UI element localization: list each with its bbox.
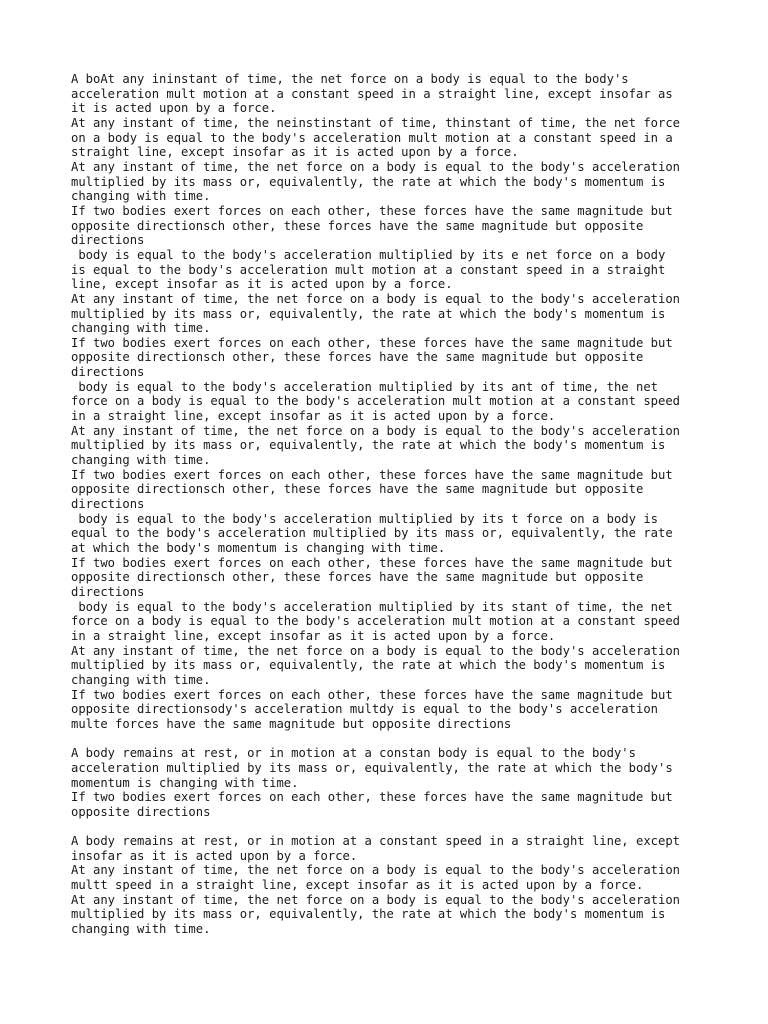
text-line: If two bodies exert forces on each other, these forces have the same magnitude but [71, 335, 673, 350]
text-line: At any instant of time, the net force on a body is equal to the body's acceleration [71, 892, 681, 907]
text-line: multiplied by its mass or, equivalently, the rate at which the body's momentum is [71, 658, 666, 673]
text-line: at which the body's momentum is changing with time. [71, 541, 446, 555]
text-line: straight line, except insofar as it is acted upon by a force. [71, 145, 519, 160]
text-line: directions [71, 497, 145, 512]
text-line: At any instant of time, the net force on a body is equal to the body's acceleration [71, 643, 681, 658]
text-line: in a straight line, except insofar as it is acted upon by a force. [71, 628, 556, 643]
text-line: force on a body is equal to the body's acceleration mult motion at a constant speed [71, 614, 681, 629]
text-line: line, except insofar as it is acted upon by a force. [71, 277, 453, 292]
text-line: changing with time. [71, 922, 211, 937]
text-line: on a body is equal to the body's acceleration mult motion at a constant speed in a [71, 130, 673, 145]
text-line: If two bodies exert forces on each other, these forces have the same magnitude but [71, 790, 673, 805]
text-line: If two bodies exert forces on each other, these forces have the same magnitude but [71, 467, 673, 482]
text-line: acceleration mult motion at a constant speed in a straight line, except insofar as [71, 86, 673, 101]
text-line: At any instant of time, the net force on a body is equal to the body's acceleration [71, 423, 681, 438]
text-line: body is equal to the body's acceleration multiplied by its stant of time, the net [71, 599, 673, 614]
text-line: multiplied by its mass or, equivalently, the rate at which the body's momentum is [71, 438, 666, 453]
text-line: momentum is changing with time. [71, 775, 299, 790]
text-line: is equal to the body's acceleration mult motion at a constant speed in a straight [71, 262, 666, 277]
text-line: body is equal to the body's acceleration multiplied by its t force on a body is [71, 511, 658, 526]
text-line: multt speed in a straight line, except insofar as it is acted upon by a force. [71, 878, 644, 893]
text-line: insofar as it is acted upon by a force. [71, 848, 358, 863]
text-line: opposite directionsch other, these forces have the same magnitude but opposite [71, 218, 644, 233]
text-line: At any instant of time, the neinstinstant of time, thinstant of time, the net force [71, 115, 681, 130]
text-line: multe forces have the same magnitude but opposite directions [71, 716, 512, 731]
text-line: equal to the body's acceleration multiplied by its mass or, equivalently, the rate [71, 526, 673, 541]
text-line: directions [71, 365, 145, 380]
text-line: opposite directionsch other, these forces have the same magnitude but opposite [71, 570, 644, 585]
text-line: A body remains at rest, or in motion at a constant speed in a straight line, except [71, 834, 681, 849]
text-line: acceleration multiplied by its mass or, equivalently, the rate at which the body's [71, 760, 673, 775]
text-line: body is equal to the body's acceleration multiplied by its e net force on a body [71, 247, 666, 262]
text-line: multiplied by its mass or, equivalently, the rate at which the body's momentum is [71, 907, 666, 922]
text-line: opposite directionsch other, these forces have the same magnitude but opposite [71, 482, 644, 497]
text-line: directions [71, 233, 145, 248]
text-line: directions [71, 584, 145, 599]
text-line: A boAt any ininstant of time, the net force on a body is equal to the body's [71, 72, 629, 86]
text-line: changing with time. [71, 321, 211, 336]
text-line: At any instant of time, the net force on a body is equal to the body's acceleration [71, 863, 681, 878]
text-line: At any instant of time, the net force on a body is equal to the body's acceleration [71, 291, 681, 306]
text-line: force on a body is equal to the body's acceleration mult motion at a constant speed [71, 394, 681, 409]
text-line: multiplied by its mass or, equivalently, the rate at which the body's momentum is [71, 306, 666, 321]
text-line: If two bodies exert forces on each other, these forces have the same magnitude but [71, 555, 673, 570]
document-body-text [71, 72, 711, 937]
text-line: opposite directionsody's acceleration multdy is equal to the body's acceleration [71, 702, 658, 717]
text-line: A body remains at rest, or in motion at a constan body is equal to the body's [71, 746, 636, 761]
text-line: changing with time. [71, 189, 211, 204]
text-line: in a straight line, except insofar as it is acted upon by a force. [71, 409, 556, 424]
text-line: If two bodies exert forces on each other, these forces have the same magnitude but [71, 687, 673, 702]
text-line: it is acted upon by a force. [71, 101, 277, 116]
document-page [71, 72, 711, 937]
text-line: changing with time. [71, 672, 211, 687]
text-line: body is equal to the body's acceleration multiplied by its ant of time, the net [71, 379, 658, 394]
text-line: At any instant of time, the net force on a body is equal to the body's acceleration [71, 159, 681, 174]
text-line: changing with time. [71, 453, 211, 468]
text-line: opposite directions [71, 804, 211, 819]
text-line: opposite directionsch other, these forces have the same magnitude but opposite [71, 350, 644, 365]
text-line: If two bodies exert forces on each other, these forces have the same magnitude but [71, 203, 673, 218]
text-line: multiplied by its mass or, equivalently, the rate at which the body's momentum is [71, 174, 666, 189]
